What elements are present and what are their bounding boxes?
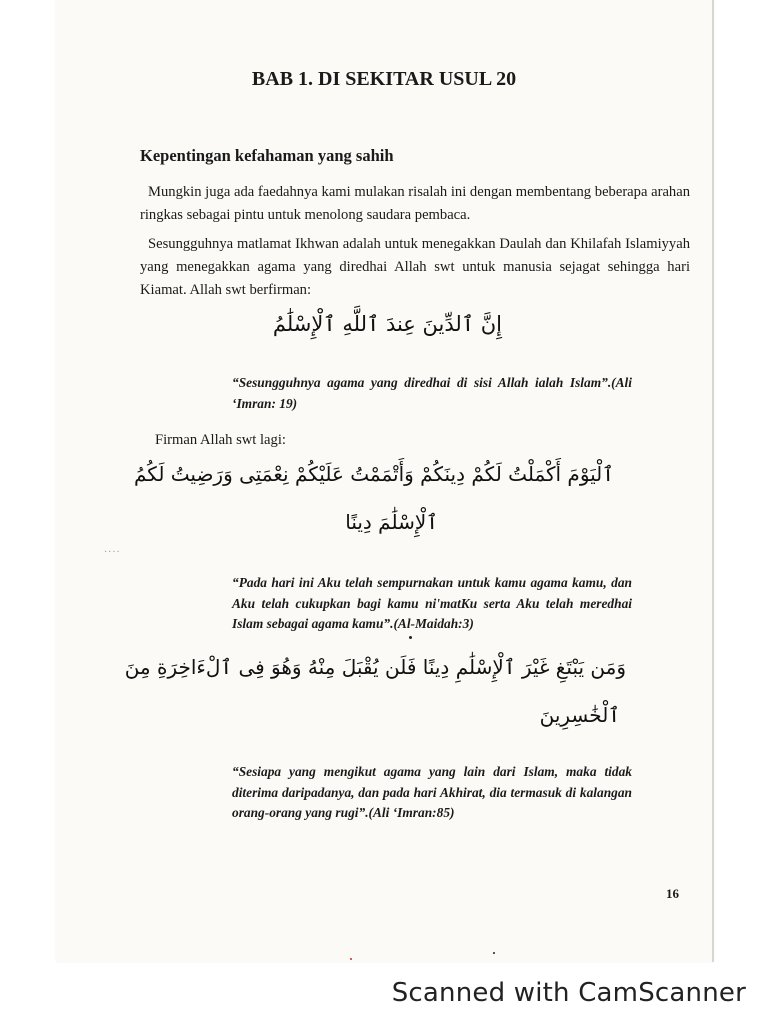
- section-heading: Kepentingan kefahaman yang sahih: [140, 146, 394, 165]
- arabic-verse-line: إِنَّ ٱلدِّينَ عِندَ ٱللَّهِ ٱلْإِسْلَٰمُ: [272, 312, 502, 336]
- scan-speck: [350, 958, 352, 960]
- chapter-title: BAB 1. DI SEKITAR USUL 20: [251, 68, 517, 90]
- arabic-verse-line: ٱلْإِسْلَٰمَ دِينًا: [345, 510, 438, 534]
- arabic-verse-line: وَمَن يَبْتَغِ غَيْرَ ٱلْإِسْلَٰمِ دِينًا فَلَن يُقْبَلَ مِنْهُ وَهُوَ فِى ٱلْءَاخِرَةِ مِنَ: [124, 655, 626, 679]
- paragraph-text: Mungkin juga ada faedahnya kami mulakan risalah ini dengan membentang beberapa arahan ringkas sebagai pintu untuk menolong saudara pembaca.: [140, 184, 690, 223]
- verse-translation: “Pada hari ini Aku telah sempurnakan untuk kamu agama kamu, dan Aku telah cukupkan bagi kamu ni'matKu serta Aku telah meredhai Islam sebagai agama kamu”.(Al-Maidah:3): [232, 575, 632, 631]
- verse-intro: Firman Allah swt lagi:: [155, 432, 286, 448]
- paragraph-intro: [140, 181, 690, 227]
- scan-speck: [493, 952, 495, 954]
- camscanner-watermark: Scanned with CamScanner: [391, 978, 746, 1008]
- scan-speck: [409, 636, 412, 639]
- arabic-verse-line: ٱلْخَٰسِرِينَ: [539, 703, 620, 727]
- margin-mark: ....: [104, 544, 121, 555]
- paragraph-text: Sesungguhnya matlamat Ikhwan adalah untuk menegakkan Daulah dan Khilafah Islamiyyah yang menegakkan agama yang diredhai Allah swt untuk manusia sejagat sehingga hari Kiamat. Allah swt berfirman:: [140, 236, 690, 298]
- page-edge: [712, 0, 714, 962]
- verse-translation: “Sesiapa yang mengikut agama yang lain dari Islam, maka tidak diterima daripadanya, dan pada hari Akhirat, dia termasuk di kalangan orang-orang yang rugi”.(Ali ‘Imran:85): [232, 764, 632, 820]
- verse-translation: “Sesungguhnya agama yang diredhai di sisi Allah ialah Islam”.(Ali ‘Imran: 19): [232, 375, 632, 411]
- page-number: 16: [666, 886, 679, 901]
- arabic-verse-line: ٱلْيَوْمَ أَكْمَلْتُ لَكُمْ دِينَكُمْ وَأَتْمَمْتُ عَلَيْكُمْ نِعْمَتِى وَرَضِيتُ لَكُمُ: [133, 462, 614, 486]
- paragraph-goal: [140, 233, 690, 302]
